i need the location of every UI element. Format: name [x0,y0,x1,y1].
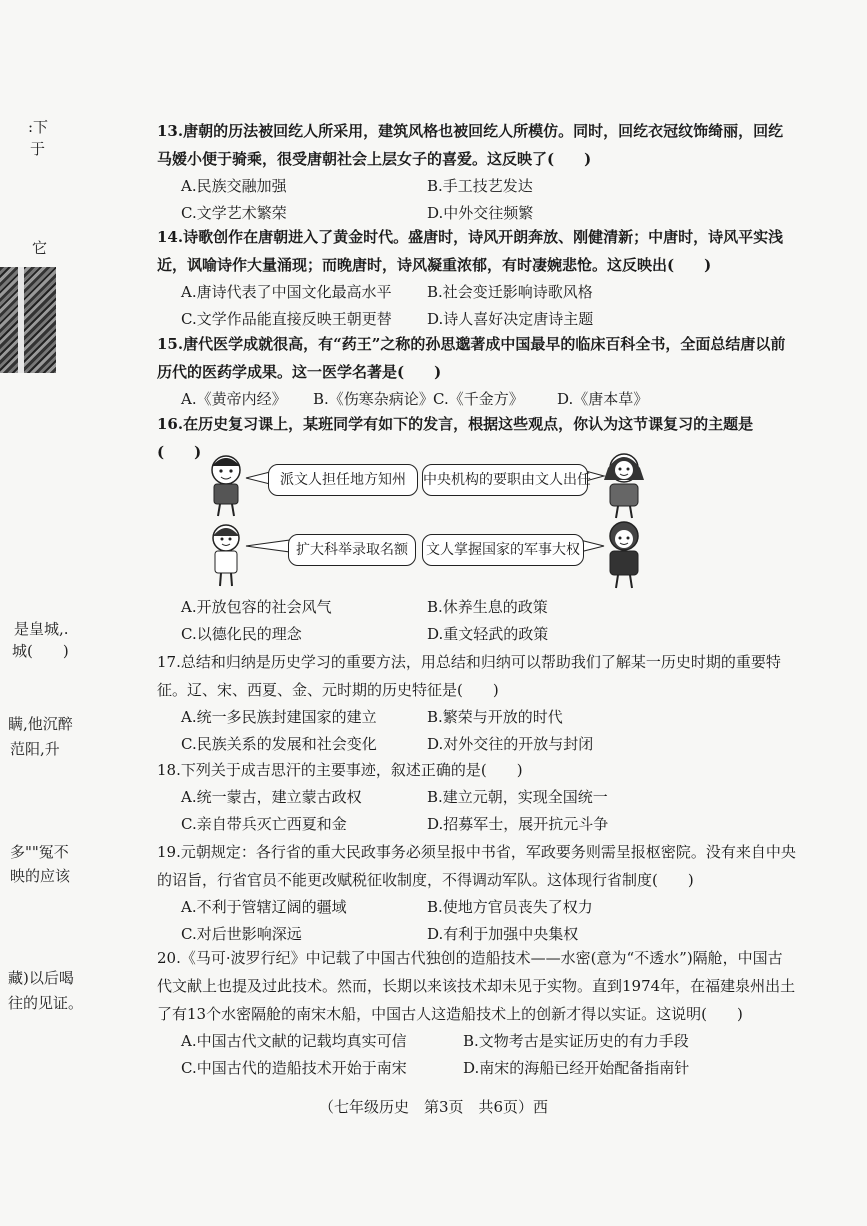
question-stem: 17.总结和归纳是历史学习的重要方法，用总结和归纳可以帮助我们了解某一历史时期的重要特征。辽、宋、西夏、金、元时期的历史特征是( ) [157,653,781,699]
option-a: A.统一蒙古，建立蒙古政权 [181,788,362,806]
speech-bubble: 中央机构的要职由文人出任 [422,464,588,496]
question-14 [157,223,797,333]
question-18 [157,756,797,838]
option-a: A.不利于管辖辽阔的疆域 [181,898,347,916]
question-19 [157,838,797,948]
question-16-options [157,594,797,648]
question-stem: 19.元朝规定：各行省的重大民政事务必须呈报中书省，军政要务则需呈报枢密院。没有来自中央的诏旨，行省官员不能更改赋税征收制度，不得调动军队。这体现行省制度( ) [157,843,796,889]
margin-fragment: 于 [30,140,46,158]
question-stem: 16.在历史复习课上，某班同学有如下的发言，根据这些观点，你认为这节课复习的主题是( ) [157,415,754,461]
option-a: A.民族交融加强 [181,177,287,195]
question-stem: 15.唐代医学成就很高，有“药王”之称的孙思邈著成中国最早的临床百科全书，全面总结唐以前历代的医药学成果。这一医学名著是( ) [157,335,786,381]
margin-fragment: 城( ) [12,642,69,660]
option-d: D.有利于加强中央集权 [427,925,579,943]
option-b: B.使地方官员丧失了权力 [427,898,593,916]
option-c: C.中国古代的造船技术开始于南宋 [181,1059,407,1077]
margin-fragment: 多""冤不 [10,843,69,861]
page-footer: （七年级历史 第3页 共6页）西 [318,1098,549,1116]
option-b: B.《伤寒杂病论》 [313,390,434,408]
option-c: C.文学作品能直接反映王朝更替 [181,310,392,328]
margin-fragment: 范阳,升 [10,740,60,758]
option-c: C.以德化民的理念 [181,625,302,643]
option-b: B.休养生息的政策 [427,598,548,616]
option-b: B.文物考古是实证历史的有力手段 [463,1032,689,1050]
cartoon-illustration [200,446,650,596]
option-a: A.统一多民族封建国家的建立 [181,708,377,726]
option-d: D.中外交往频繁 [427,204,534,222]
question-stem: 20.《马可·波罗行纪》中记载了中国古代独创的造船技术——水密(意为“不透水”)隔舱，中国古代文献上也提及过此技术。然而，长期以来该技术却未见于实物。直到1974年，在福建泉州出土了有13个水密隔舱的南宋木船，中国古人这造船技术上的创新才得以实证。这说明( ) [157,949,796,1023]
option-d: D.南宋的海船已经开始配备指南针 [463,1059,690,1077]
question-17 [157,648,797,758]
option-b: B.手工技艺发达 [427,177,533,195]
option-c: C.亲自带兵灭亡西夏和金 [181,815,347,833]
option-c: C.《千金方》 [433,390,524,408]
option-d: D.《唐本草》 [557,390,649,408]
option-b: B.繁荣与开放的时代 [427,708,563,726]
option-d: D.对外交往的开放与封闭 [427,735,594,753]
speech-bubble: 扩大科举录取名额 [288,534,416,566]
option-a: A.开放包容的社会风气 [181,598,332,616]
option-c: C.文学艺术繁荣 [181,204,287,222]
margin-fragment: 瞒,他沉醉 [8,715,73,733]
question-stem: 14.诗歌创作在唐朝进入了黄金时代。盛唐时，诗风开朗奔放、刚健清新；中唐时，诗风平实浅近，讽喻诗作大量涌现；而晚唐时，诗风凝重浓郁，有时凄婉悲怆。这反映出( ) [157,228,784,274]
option-d: D.诗人喜好决定唐诗主题 [427,310,594,328]
margin-photo [0,267,56,373]
option-c: C.民族关系的发展和社会变化 [181,735,377,753]
margin-fragment: 是皇城,. [14,620,69,638]
option-c: C.对后世影响深远 [181,925,302,943]
option-a: A.唐诗代表了中国文化最高水平 [181,283,392,301]
option-d: D.重文轻武的政策 [427,625,549,643]
margin-fragment: 藏)以后喝 [8,969,74,987]
margin-fragment: 往的见证。 [8,994,84,1012]
margin-fragment: :下 [28,118,49,136]
speech-bubble: 派文人担任地方知州 [268,464,418,496]
question-stem: 18.下列关于成吉思汗的主要事迹，叙述正确的是( ) [157,761,523,779]
option-b: B.社会变迁影响诗歌风格 [427,283,593,301]
question-stem: 13.唐朝的历法被回纥人所采用，建筑风格也被回纥人所模仿。同时，回纥衣冠纹饰绮丽，回纥马嫒小便于骑乘，很受唐朝社会上层女子的喜爱。这反映了( ) [157,122,784,168]
question-13 [157,117,797,227]
option-a: A.中国古代文献的记载均真实可信 [181,1032,407,1050]
option-a: A.《黄帝内经》 [181,390,287,408]
margin-fragment: 它 [32,239,48,257]
option-b: B.建立元朝，实现全国统一 [427,788,608,806]
margin-fragment: 映的应该 [10,867,71,885]
question-20 [157,944,797,1082]
option-d: D.招募军士，展开抗元斗争 [427,815,609,833]
speech-bubble: 文人掌握国家的军事大权 [422,534,584,566]
question-15 [157,330,797,413]
